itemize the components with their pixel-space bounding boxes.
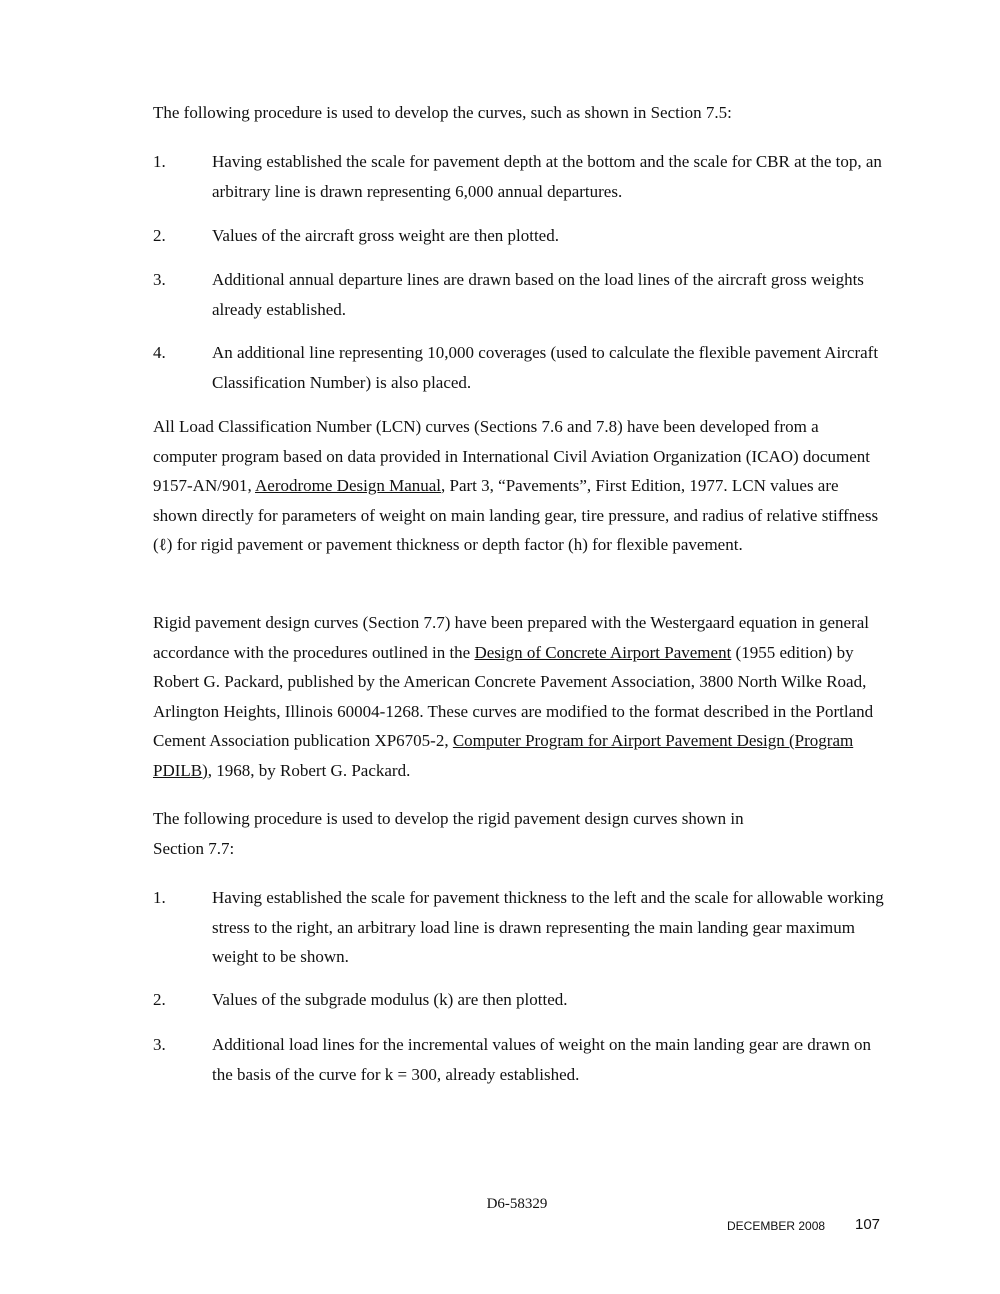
list-item-text: Having established the scale for pavement depth at the bottom and the scale for CBR at the top, an arbitrary line is drawn representing 6,000 annual departures. (212, 152, 882, 201)
document-number: D6-58329 (486, 1196, 548, 1212)
rigid-pavement-paragraph (153, 608, 883, 785)
lcn-paragraph (153, 412, 883, 560)
list-item-number: 3. (153, 270, 166, 289)
list-item-number: 3. (153, 1035, 166, 1054)
rigid-paragraph-text-c: , 1968, by Robert G. Packard. (207, 760, 411, 780)
page-number: 107 (855, 1216, 881, 1233)
rigid-procedure-intro-line2: Section 7.7: (153, 838, 235, 858)
rigid-paragraph-text-b: (1955 edition) by Robert G. Packard, published by the American Concrete Pavement Association, 3800 North Wilke Road, Arlington Heights, Illinois 60004-1268. These curves are modified to the format described in the Portland Cement Association publication XP6705-2, (153, 642, 874, 750)
list-item-number: 1. (153, 152, 166, 171)
list-item-number: 2. (153, 226, 166, 245)
list-item-number: 1. (153, 888, 166, 907)
list-item-text: Additional load lines for the incremental values of weight on the main landing gear are drawn on the basis of the curve for k = 300, already established. (212, 1035, 872, 1084)
list-item-number: 2. (153, 990, 166, 1009)
lcn-paragraph-text-a: All Load Classification Number (LCN) curves (Sections 7.6 and 7.8) have been developed from a computer program based on data provided in International Civil Aviation Organization (ICAO) document 9157-AN/901, (153, 417, 870, 495)
rigid-procedure-intro-line1: The following procedure is used to develop the rigid pavement design curves shown in (153, 809, 744, 828)
rigid-procedure-intro (153, 804, 883, 863)
aerodrome-manual-title: Aerodrome Design Manual (255, 476, 442, 495)
list-item-number: 4. (153, 343, 166, 362)
footer-date: DECEMBER 2008 (727, 1219, 826, 1233)
list-item-text: Additional annual departure lines are drawn based on the load lines of the aircraft gross weights already established. (212, 270, 864, 319)
rigid-paragraph-text-a: Rigid pavement design curves (Section 7.7) have been prepared with the Westergaard equation in general accordance with the procedures outlined in the (153, 613, 870, 662)
concrete-pavement-title: Design of Concrete Airport Pavement (474, 642, 732, 662)
lcn-paragraph-text-b: , Part 3, “Pavements”, First Edition, 1977. LCN values are shown directly for parameters of weight on main landing gear, tire pressure, and radius of relative stiffness (ℓ) for rigid pavement or pavement thickness or depth factor (h) for flexible pavement. (153, 476, 879, 554)
list-item-text: Having established the scale for pavement thickness to the left and the scale for allowable working stress to the right, an arbitrary load line is drawn representing the main landing gear maximum weight to be shown. (212, 888, 884, 966)
list-item-text: Values of the subgrade modulus (k) are then plotted. (212, 990, 568, 1009)
pdilb-program-title: Computer Program for Airport Pavement Design (Program PDILB) (153, 731, 854, 780)
intro-paragraph: The following procedure is used to develop the curves, such as shown in Section 7.5: (153, 103, 732, 122)
list-item-text: Values of the aircraft gross weight are then plotted. (212, 226, 559, 245)
list-item-text: An additional line representing 10,000 coverages (used to calculate the flexible pavement Aircraft Classification Number) is also placed. (212, 343, 879, 392)
